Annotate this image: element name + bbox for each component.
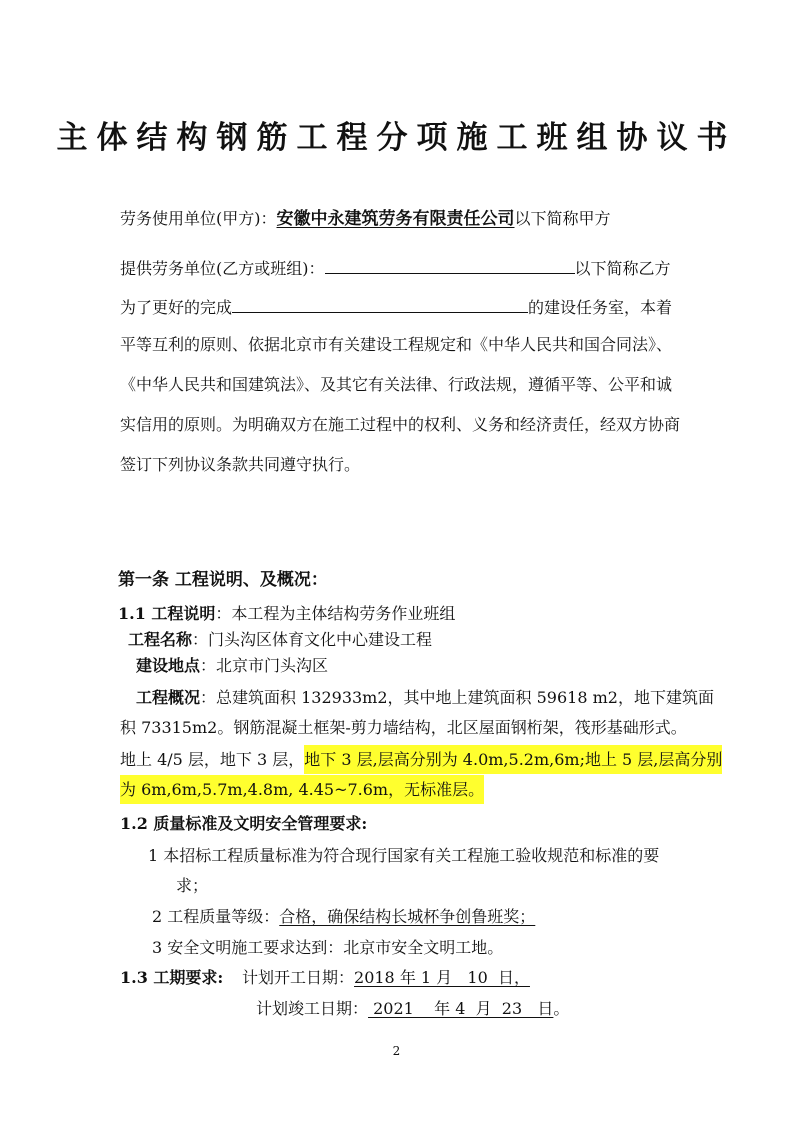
quality-item-1a: 1 本招标工程质量标准为符合现行国家有关工程施工验收规范和标准的要 — [148, 846, 660, 865]
project-name-line — [128, 630, 432, 650]
intro-line-6: 实信用的原则。为明确双方在施工过程中的权利、义务和经济责任，经双方协商 — [120, 415, 681, 434]
end-date-value: 2021 年 4 月 23 日 — [368, 999, 554, 1018]
end-date-tail: 。 — [553, 999, 570, 1018]
start-date-value: 2018 年 1 月 10 日， — [354, 968, 530, 987]
section-1-1-text: ：本工程为主体结构劳务作业班组 — [215, 604, 456, 623]
section-1-3-line — [120, 968, 223, 988]
intro-line-4: 平等互利的原则、依据北京市有关建设工程规定和《中华人民共和国合同法》、 — [120, 335, 673, 354]
section-1-1-label: 1.1 工程说明 — [118, 604, 216, 623]
section-1-2-heading: 1.2 质量标准及文明安全管理要求: — [120, 814, 368, 833]
start-date-label: 计划开工日期： — [242, 968, 355, 987]
overview-text-3a: 地上 4/5 层，地下 3 层， — [120, 750, 305, 769]
page-number: 2 — [392, 1044, 401, 1058]
party-b-blank[interactable] — [325, 256, 575, 274]
article-1-heading: 第一条 工程说明、及概况： — [118, 570, 328, 590]
document-title: 主体结构钢筋工程分项施工班组协议书 — [56, 120, 737, 156]
intro-line-5: 《中华人民共和国建筑法》、及其它有关法律、行政法规，遵循平等、公平和诚 — [120, 375, 673, 394]
overview-line-4 — [120, 780, 484, 800]
end-date-label: 计划竣工日期： — [256, 999, 369, 1018]
party-a-name: 安徽中永建筑劳务有限责任公司 — [276, 209, 515, 229]
party-a-suffix: 以下简称甲方 — [514, 209, 611, 228]
quality-item-2 — [152, 907, 535, 927]
section-1-1 — [118, 604, 455, 624]
party-a-label: 劳务使用单位(甲方)： — [120, 209, 277, 228]
party-b-label: 提供劳务单位(乙方或班组)： — [120, 259, 325, 278]
highlighted-floor-heights: 地下 3 层,层高分别为 4.0m,5.2m,6m;地上 5 层,层高分别 — [304, 745, 722, 774]
end-date-line — [256, 999, 569, 1019]
party-b-line — [120, 256, 671, 279]
overview-line-3 — [120, 750, 722, 770]
start-date-line — [242, 968, 530, 988]
intro-line-7: 签订下列协议条款共同遵守执行。 — [120, 455, 361, 474]
purpose-line — [120, 295, 672, 318]
quality-level: 合格，确保结构长城杯争创鲁班奖； — [279, 907, 536, 926]
project-blank[interactable] — [232, 295, 528, 313]
highlighted-floor-heights-cont: 为 6m,6m,5.7m,4.8m, 4.45~7.6m，无标准层。 — [120, 775, 484, 804]
purpose-suffix: 的建设任务室，本着 — [528, 298, 673, 317]
overview-line-1 — [136, 688, 714, 708]
overview-label: 工程概况 — [136, 688, 201, 707]
party-b-suffix: 以下简称乙方 — [574, 259, 671, 278]
quality-item-1b: 求； — [176, 876, 209, 895]
quality-item-2-prefix: 2 工程质量等级： — [152, 907, 280, 926]
project-name-label: 工程名称 — [128, 630, 193, 649]
location-text: ：北京市门头沟区 — [200, 656, 329, 675]
project-name-text: ：门头沟区体育文化中心建设工程 — [192, 630, 433, 649]
party-a-line — [120, 209, 611, 229]
overview-line-2: 积 73315m2。钢筋混凝土框架-剪力墙结构，北区屋面钢桁架，筏形基础形式。 — [120, 718, 687, 737]
quality-item-3: 3 安全文明施工要求达到：北京市安全文明工地。 — [152, 938, 504, 957]
location-label: 建设地点 — [136, 656, 201, 675]
section-1-3-label: 1.3 工期要求: — [120, 968, 224, 987]
location-line — [136, 656, 328, 676]
overview-text-1: ：总建筑面积 132933m2，其中地上建筑面积 59618 m2，地下建筑面 — [200, 688, 714, 707]
purpose-prefix: 为了更好的完成 — [120, 298, 233, 317]
